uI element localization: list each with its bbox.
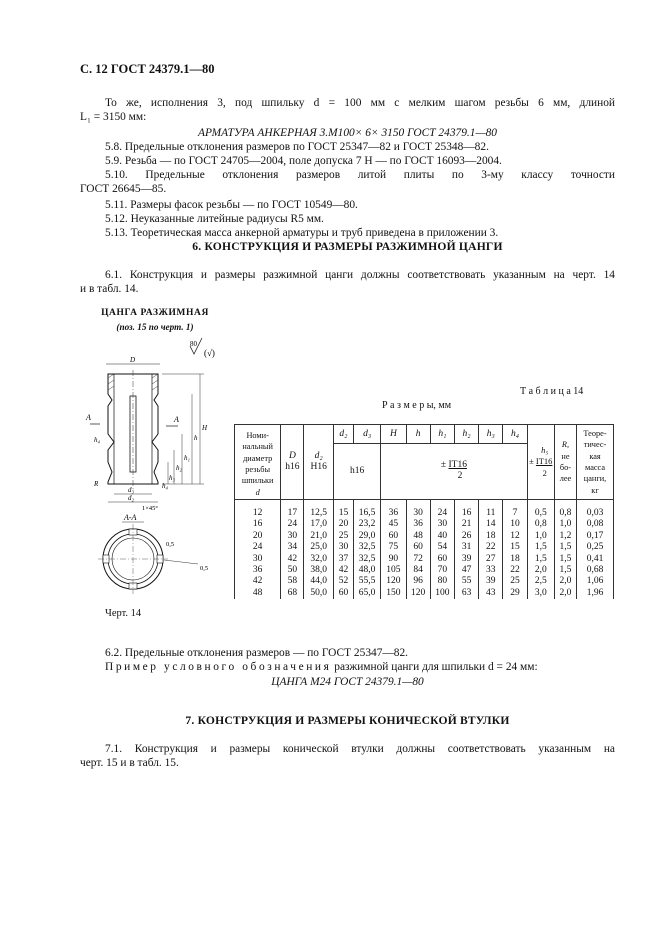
table-14-subtitle: Р а з м е р ы, мм xyxy=(382,400,452,411)
example-line xyxy=(105,660,538,674)
header-group-h16: h16 xyxy=(333,444,380,500)
figure-title: ЦАНГА РАЗЖИМНАЯ xyxy=(101,308,209,318)
header-H: H xyxy=(381,425,406,444)
item-5-11: 5.11. Размеры фасок резьбы — по ГОСТ 10549—80. xyxy=(105,199,358,211)
example-spaced: Пример условного обозначения xyxy=(105,661,332,673)
svg-text:R: R xyxy=(94,480,99,488)
header-nominal: Номи- нальный диаметр резьбы шпильки d xyxy=(235,425,281,500)
svg-text:A: A xyxy=(86,413,91,422)
figure-caption: Черт. 14 xyxy=(105,608,142,619)
intro-line-1: То же, исполнения 3, под шпильку d = 100 мм с мелким шагом резьбы 6 мм, длиной xyxy=(105,97,615,109)
para-7-1: 7.1. Конструкция и размеры конической втулки должны соответствовать указанным на xyxy=(105,743,615,755)
header-D: D h16 xyxy=(281,425,304,500)
header-h1: h₁ xyxy=(430,425,454,444)
header-h4: h₄ xyxy=(503,425,527,444)
svg-text:D: D xyxy=(130,356,136,364)
table-body: 12 16 20 24 30 36 42 48 17 24 30 34 42 50 58 68 12,5 17,0 21,0 25,0 32,0 38,0 44,0 50,0 15 20 25 30 37 42 52 60 16,5 23,2 29,0 32,5 32,5 48,0 55,5 65,0 36 45 60 75 90 105 120 150 30 36 48 60 72 84 96 120 24 30 40 54 60 70 80 100 16 21 26 31 39 47 55 63 11 14 18 22 27 33 39 43 7 10 12 15 18 22 25 29 0,5 0,8 1,0 1,5 1,5 2,0 2,5 3,0 0,8 1,0 1,2 1,5 1,5 1,5 2,0 2,0 0,03 0,08 0,17 0,25 0,41 0,68 1,06 1,96 xyxy=(235,500,614,600)
item-5-12: 5.12. Неуказанные литейные радиусы R5 мм. xyxy=(105,213,324,225)
figure-subtitle: (поз. 15 по черт. 1) xyxy=(116,322,194,332)
svg-text:h₂: h₂ xyxy=(176,464,182,472)
collet-designation: ЦАНГА М24 ГОСТ 24379.1—80 xyxy=(271,676,424,688)
svg-text:A: A xyxy=(174,415,179,424)
svg-text:0,5: 0,5 xyxy=(200,565,209,572)
item-5-10: 5.10. Предельные отклонения размеров литой плиты по 3-му классу точности xyxy=(105,169,615,181)
intro-line-2: L₁ = 3150 мм: xyxy=(80,111,147,123)
svg-text:h₄: h₄ xyxy=(162,482,168,490)
header-R: R, не бо- лее xyxy=(554,425,576,500)
svg-text:d₃: d₃ xyxy=(128,486,134,494)
svg-text:h: h xyxy=(194,434,198,442)
item-5-8: 5.8. Предельные отклонения размеров по ГОСТ 25347—82 и ГОСТ 25348—82. xyxy=(105,141,489,153)
svg-text:(√): (√) xyxy=(204,348,215,358)
page-header: С. 12 ГОСТ 24379.1—80 xyxy=(80,62,215,76)
para-6-1: 6.1. Конструкция и размеры разжимной цанги должны соответствовать указанным на черт. 14 xyxy=(105,269,615,281)
collet-drawing xyxy=(78,334,238,604)
svg-text:H: H xyxy=(202,424,208,432)
item-5-13: 5.13. Теоретическая масса анкерной арматуры и труб приведена в приложении 3. xyxy=(105,227,499,239)
svg-text:0,5: 0,5 xyxy=(166,541,175,548)
para-6-1-cont: и в табл. 14. xyxy=(80,283,139,295)
svg-text:1×45°: 1×45° xyxy=(142,505,159,512)
roughness-value: 80 xyxy=(190,340,197,348)
header-d3: d₃ xyxy=(353,425,380,444)
para-7-1-cont: черт. 15 и в табл. 15. xyxy=(80,757,179,769)
section-label: A-A xyxy=(124,513,137,522)
svg-text:h₄: h₄ xyxy=(94,436,100,444)
svg-text:h₃: h₃ xyxy=(169,474,175,482)
section-7-title: 7. КОНСТРУКЦИЯ И РАЗМЕРЫ КОНИЧЕСКОЙ ВТУЛКИ xyxy=(185,714,510,727)
para-6-2: 6.2. Предельные отклонения размеров — по ГОСТ 25347—82. xyxy=(105,647,409,659)
anchor-designation: АРМАТУРА АНКЕРНАЯ 3.М100× 6× 3150 ГОСТ 24379.1—80 xyxy=(198,127,497,139)
item-5-9: 5.9. Резьба — по ГОСТ 24705—2004, поле допуска 7 Н — по ГОСТ 16093—2004. xyxy=(105,155,502,167)
svg-text:d₂: d₂ xyxy=(128,494,134,502)
table-14-title: Т а б л и ц а 14 xyxy=(520,386,584,397)
example-rest: разжимной цанги для шпильки d = 24 мм: xyxy=(331,661,538,673)
header-d2: d₂ H16 xyxy=(304,425,333,500)
header-h2: h₂ xyxy=(454,425,478,444)
svg-text:h₁: h₁ xyxy=(184,454,190,462)
item-5-10-cont: ГОСТ 26645—85. xyxy=(80,183,167,195)
header-d2b: d₂ xyxy=(333,425,353,444)
section-6-title: 6. КОНСТРУКЦИЯ И РАЗМЕРЫ РАЗЖИМНОЙ ЦАНГИ xyxy=(192,240,503,253)
header-h3: h₃ xyxy=(479,425,503,444)
header-h: h xyxy=(406,425,430,444)
header-mass: Теоре- тичес- кая масса цанги, кг xyxy=(577,425,614,500)
table-14 xyxy=(234,424,614,599)
header-h5: h₅ ± IT16 2 xyxy=(527,425,554,500)
header-group-it16: ± IT16 2 xyxy=(381,444,527,500)
